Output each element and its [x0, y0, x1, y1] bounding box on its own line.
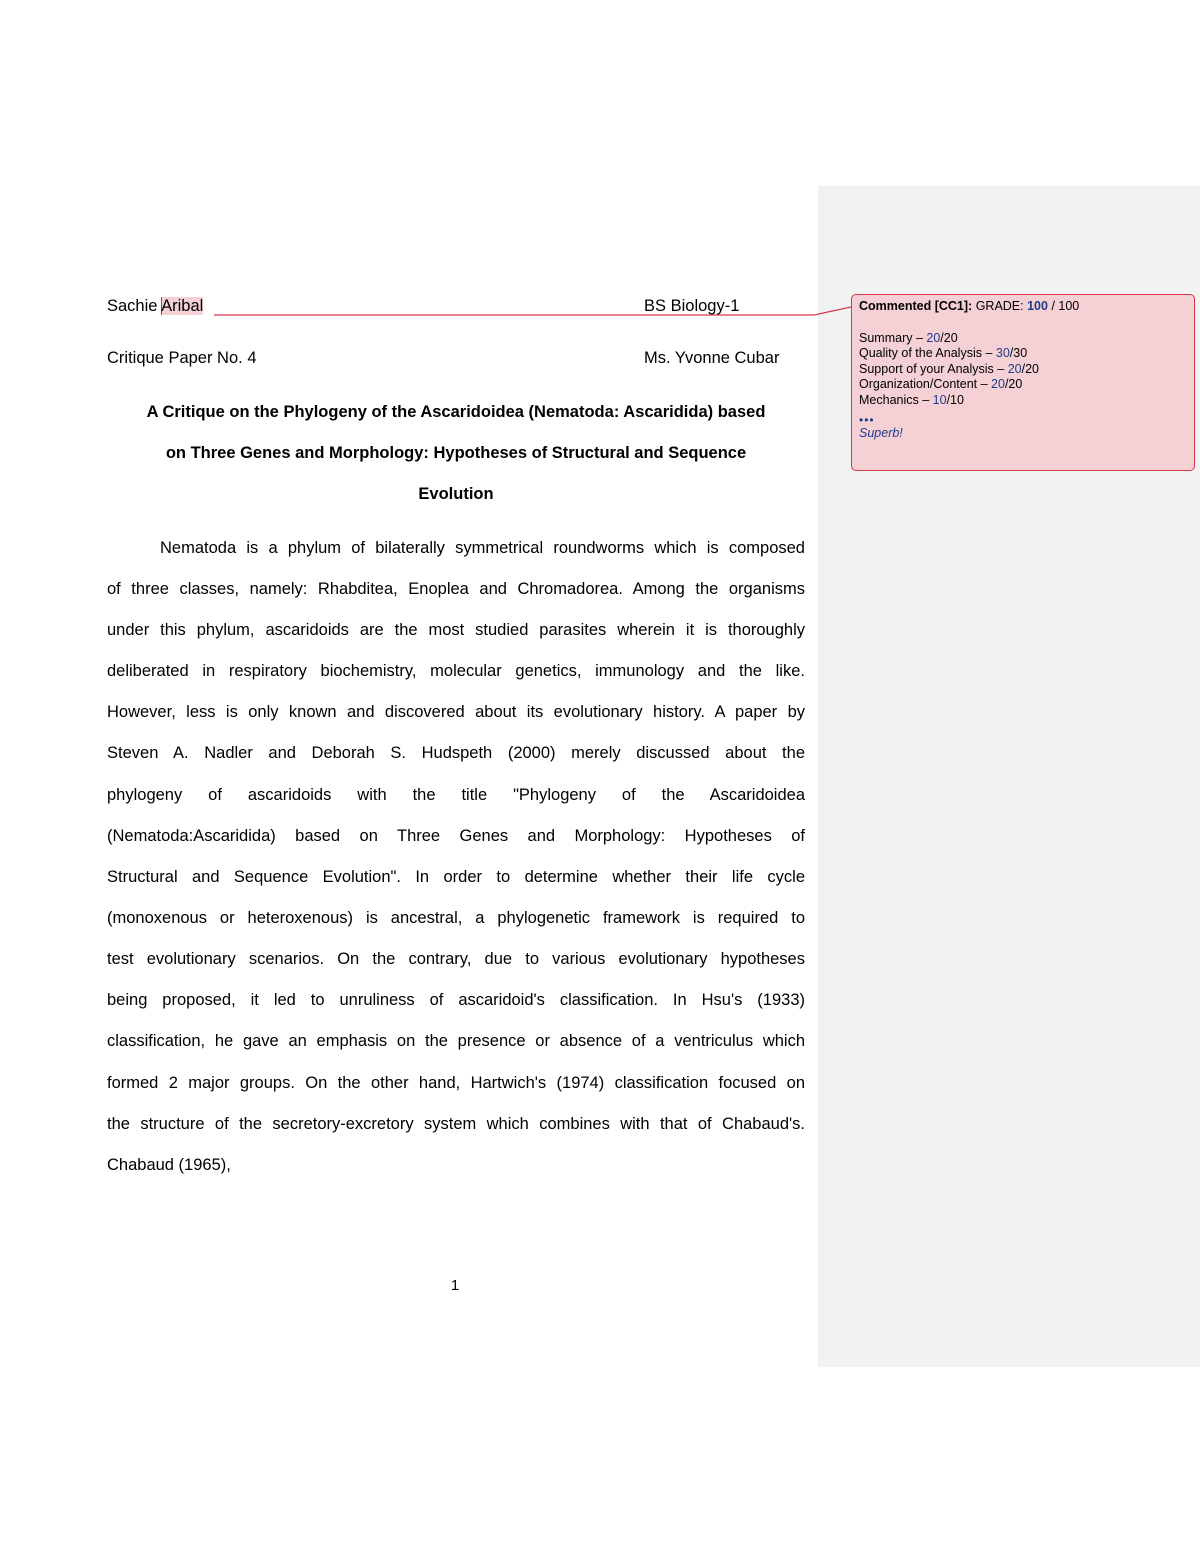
- grade-score: 100: [1027, 299, 1048, 313]
- rubric-total: /20: [1004, 377, 1023, 391]
- rubric-name: Support of your Analysis –: [859, 361, 1005, 376]
- body-line: being proposed, it led to unruliness of ascaridoid's classification. In Hsu's (1933): [107, 991, 805, 1009]
- author-first-name: Sachie: [107, 297, 158, 315]
- rubric-score: 20: [926, 330, 941, 345]
- commented-text[interactable]: Aribal: [161, 297, 204, 315]
- grade-total: / 100: [1051, 299, 1080, 313]
- rubric-item: [859, 331, 1187, 347]
- body-line: of three classes, namely: Rhabditea, Enoplea and Chromadorea. Among the organisms: [107, 580, 805, 598]
- grade-prefix: GRADE:: [975, 299, 1024, 313]
- instructor: Ms. Yvonne Cubar: [644, 349, 780, 367]
- comment-more-icon[interactable]: •••: [859, 413, 875, 427]
- rubric-total: /10: [946, 392, 964, 407]
- rubric-item: [859, 393, 1187, 409]
- rubric-score: 30: [995, 346, 1010, 360]
- rubric-item: [859, 346, 1187, 362]
- comment-label: Commented [CC1]:: [859, 299, 973, 313]
- rubric-total: /30: [1009, 346, 1028, 360]
- body-line: the structure of the secretory-excretory system which combines with that of Chabaud's.: [107, 1115, 805, 1133]
- body-line: deliberated in respiratory biochemistry, molecular genetics, immunology and the like.: [107, 662, 805, 680]
- comment-balloon[interactable]: [851, 294, 1195, 471]
- rubric-total: /20: [940, 330, 958, 345]
- body-line: test evolutionary scenarios. On the contrary, due to various evolutionary hypotheses: [107, 950, 805, 968]
- rubric-name: Quality of the Analysis –: [859, 346, 993, 360]
- body-line: (Nematoda:Ascaridida) based on Three Genes and Morphology: Hypotheses of: [107, 827, 805, 845]
- body-line: under this phylum, ascaridoids are the most studied parasites wherein it is thoroughly: [107, 621, 805, 639]
- rubric-item: [859, 362, 1187, 378]
- rubric-score: 10: [932, 392, 947, 407]
- body-line: Nematoda is a phylum of bilaterally symmetrical roundworms which is composed: [160, 539, 805, 557]
- author-name: [107, 296, 203, 316]
- paper-number: Critique Paper No. 4: [107, 349, 257, 367]
- body-line: formed 2 major groups. On the other hand, Hartwich's (1974) classification focused on: [107, 1074, 805, 1092]
- body-line: Chabaud (1965),: [107, 1156, 231, 1174]
- body-line: Steven A. Nadler and Deborah S. Hudspeth (2000) merely discussed about the: [107, 744, 805, 762]
- rubric-score: 20: [991, 377, 1005, 391]
- body-line: classification, he gave an emphasis on the presence or absence of a ventriculus which: [107, 1032, 805, 1050]
- rubric-total: /20: [1021, 361, 1040, 376]
- page-number: 1: [450, 1277, 460, 1294]
- rubric-name: Mechanics –: [859, 392, 930, 407]
- paper-title-line: Evolution: [418, 485, 494, 503]
- body-line: Structural and Sequence Evolution". In order to determine whether their life cycle: [107, 868, 805, 886]
- rubric-name: Summary –: [859, 330, 923, 345]
- comment-header: [859, 299, 1187, 315]
- body-line: phylogeny of ascaridoids with the title "Phylogeny of the Ascaridoidea: [107, 786, 805, 804]
- comment-feedback: Superb!: [859, 426, 903, 440]
- paper-title-line: on Three Genes and Morphology: Hypotheses of Structural and Sequence: [165, 444, 747, 462]
- rubric-item: [859, 377, 1187, 393]
- paper-title-line: A Critique on the Phylogeny of the Ascaridoidea (Nematoda: Ascaridida) based: [146, 403, 766, 421]
- rubric-score: 20: [1007, 361, 1022, 376]
- course: BS Biology-1: [644, 297, 740, 315]
- rubric-name: Organization/Content –: [859, 377, 988, 391]
- body-line: (monoxenous or heteroxenous) is ancestral, a phylogenetic framework is required to: [107, 909, 805, 927]
- body-line: However, less is only known and discovered about its evolutionary history. A paper by: [107, 703, 805, 721]
